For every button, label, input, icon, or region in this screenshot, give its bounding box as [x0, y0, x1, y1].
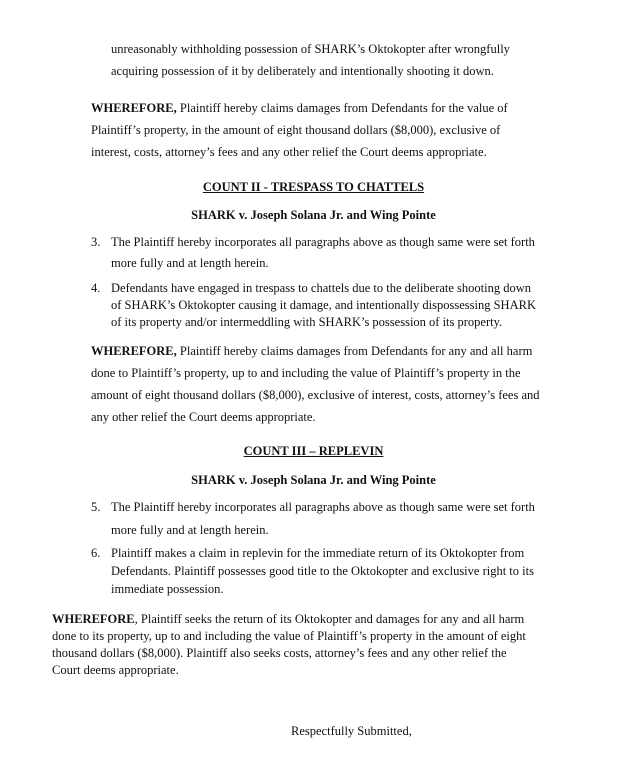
wherefore-paragraph-line: [91, 99, 508, 117]
wherefore-paragraph-line: Plaintiff’s property, in the amount of eight thousand dollars ($8,000), exclusive of: [91, 123, 501, 137]
item-line: of its property and/or intermeddling with SHARK’s possession of its property.: [111, 315, 503, 329]
item-number: 6.: [91, 546, 101, 560]
wherefore-lead: WHEREFORE,: [91, 344, 177, 358]
wherefore-paragraph-line: done to Plaintiff’s property, up to and including the value of Plaintiff’s property in the: [91, 366, 521, 380]
paragraph-line: unreasonably withholding possession of SHARK’s Oktokopter after wrongfully: [111, 42, 510, 56]
count-3-subheading: SHARK v. Joseph Solana Jr. and Wing Pointe: [191, 473, 436, 487]
item-line: The Plaintiff hereby incorporates all paragraphs above as though same were set forth: [111, 235, 535, 249]
item-line: The Plaintiff hereby incorporates all paragraphs above as though same were set forth: [111, 500, 535, 514]
item-number: 3.: [91, 235, 101, 249]
item-number: 5.: [91, 500, 101, 514]
wherefore-paragraph-line: [91, 342, 532, 360]
item-line: more fully and at length herein.: [111, 523, 269, 537]
wherefore-paragraph-line: amount of eight thousand dollars ($8,000), exclusive of interest, costs, attorney’s fees and: [91, 388, 540, 402]
item-line: immediate possession.: [111, 582, 224, 596]
item-line: more fully and at length herein.: [111, 256, 269, 270]
wherefore-paragraph-line: any other relief the Court deems appropriate.: [91, 410, 316, 424]
item-number: 4.: [91, 281, 101, 295]
item-line: Defendants have engaged in trespass to chattels due to the deliberate shooting down: [111, 281, 532, 295]
count-3-heading: COUNT III – REPLEVIN: [243, 444, 384, 458]
wherefore-paragraph-line: thousand dollars ($8,000). Plaintiff also seeks costs, attorney’s fees and any other relief the: [52, 646, 507, 660]
wherefore-lead: WHEREFORE: [52, 612, 135, 626]
wherefore-text: Plaintiff hereby claims damages from Defendants for the value of: [176, 101, 508, 115]
wherefore-paragraph-line: Court deems appropriate.: [52, 663, 179, 677]
paragraph-line: acquiring possession of it by deliberately and intentionally shooting it down.: [111, 64, 494, 78]
wherefore-text: , Plaintiff seeks the return of its Oktokopter and damages for any and all harm: [134, 612, 525, 626]
wherefore-paragraph-line: [52, 610, 524, 628]
wherefore-paragraph-line: interest, costs, attorney’s fees and any other relief the Court deems appropriate.: [91, 145, 487, 159]
count-2-heading: COUNT II - TRESPASS TO CHATTELS: [202, 180, 425, 194]
item-line: Defendants. Plaintiff possesses good title to the Oktokopter and exclusive right to its: [111, 564, 534, 578]
item-line: Plaintiff makes a claim in replevin for the immediate return of its Oktokopter from: [111, 546, 525, 560]
wherefore-paragraph-line: done to its property, up to and including the value of Plaintiff’s property in the amount of eight: [52, 629, 526, 643]
closing-signature-line: Respectfully Submitted,: [291, 724, 412, 738]
wherefore-text: Plaintiff hereby claims damages from Defendants for any and all harm: [176, 344, 533, 358]
count-2-subheading: SHARK v. Joseph Solana Jr. and Wing Pointe: [191, 208, 436, 222]
wherefore-lead: WHEREFORE,: [91, 101, 177, 115]
item-line: of SHARK’s Oktokopter causing it damage, and intentionally dispossessing SHARK: [111, 298, 536, 312]
